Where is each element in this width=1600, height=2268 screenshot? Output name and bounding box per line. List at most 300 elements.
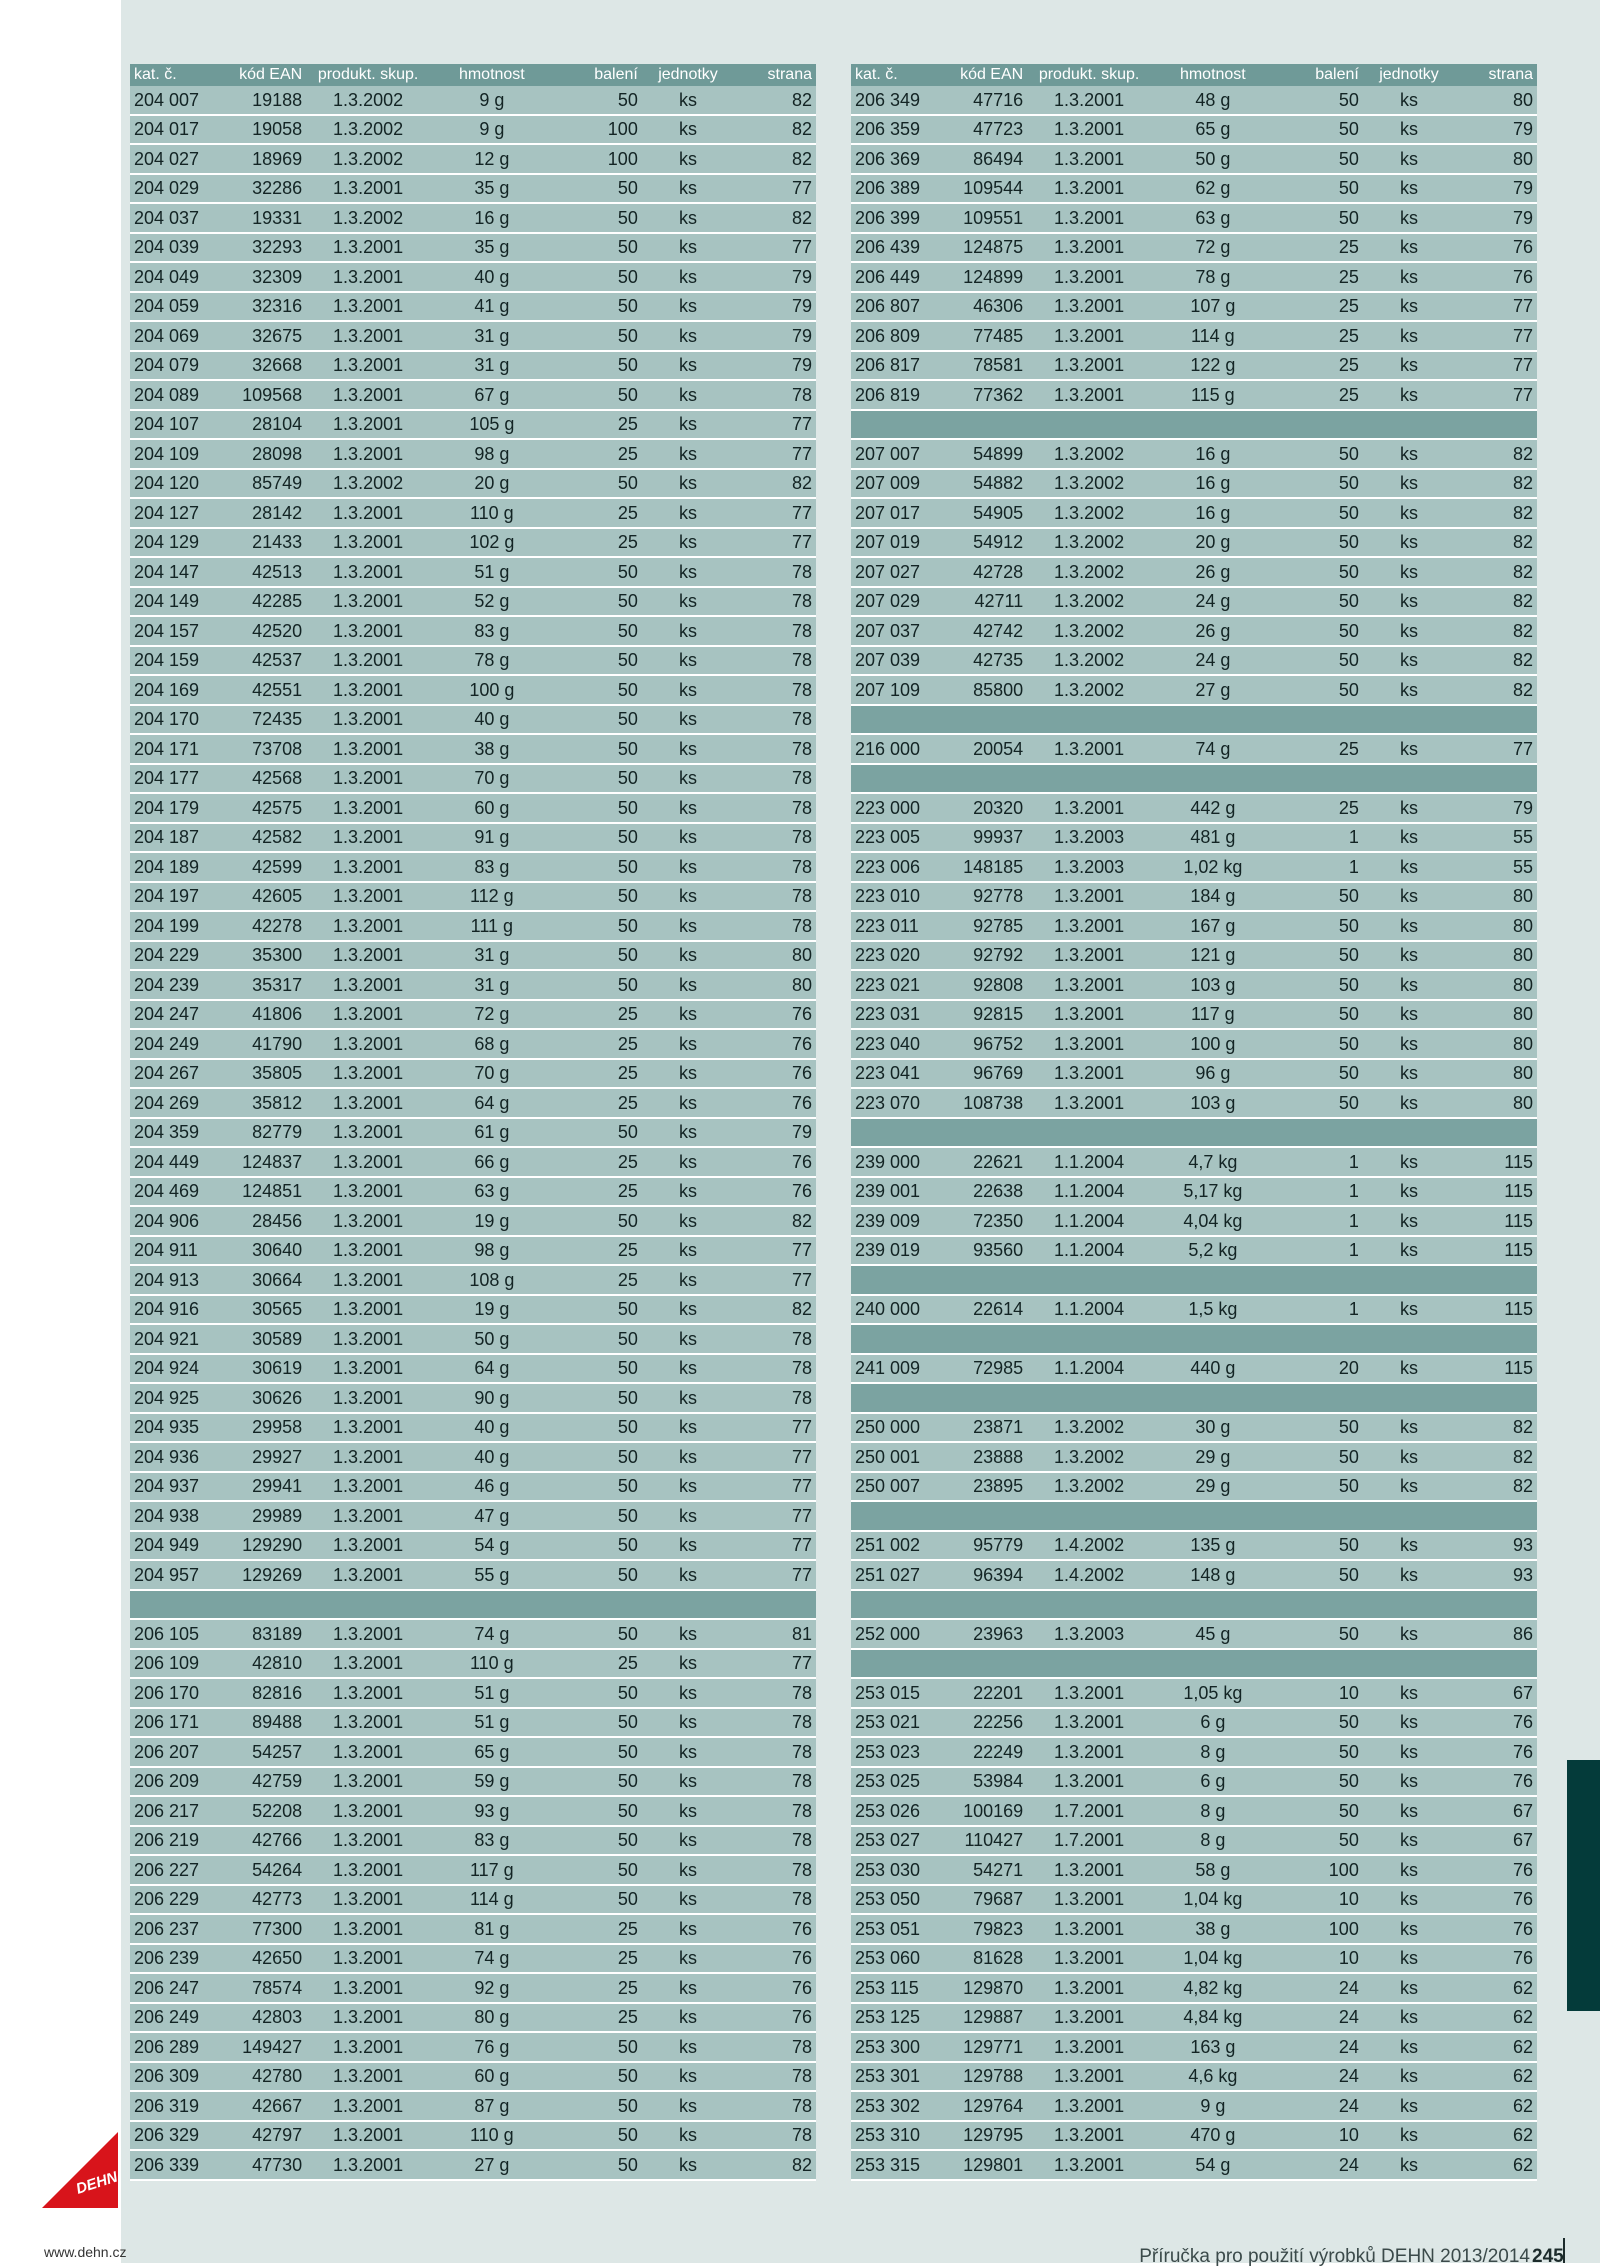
cell-strana: 78	[734, 852, 816, 882]
footer-title: Příručka pro použití výrobků DEHN 2013/2014	[1139, 2246, 1530, 2267]
cell-ean: 47716	[933, 86, 1027, 115]
table-row	[851, 528, 1537, 558]
cell-jednotky: ks	[642, 469, 734, 499]
cell-hmotnost: 1,04 kg	[1151, 1885, 1275, 1915]
cell-ean: 42285	[212, 587, 306, 617]
table-row	[130, 852, 816, 882]
group-separator	[851, 1383, 1537, 1413]
cell-jednotky: ks	[1363, 1560, 1455, 1590]
cell-baleni: 50	[1275, 86, 1363, 115]
table-row	[851, 1855, 1537, 1885]
table-row	[851, 1885, 1537, 1915]
cell-baleni: 50	[554, 233, 642, 263]
cell-strana: 76	[1455, 1767, 1537, 1797]
cell-jednotky: ks	[642, 1796, 734, 1826]
cell-baleni: 25	[554, 1236, 642, 1266]
cell-produkt: 1.3.2001	[306, 1442, 430, 1472]
cell-strana: 76	[734, 1973, 816, 2003]
cell-hmotnost: 122 g	[1151, 351, 1275, 381]
cell-strana: 115	[1455, 1236, 1537, 1266]
cell-ean: 129290	[212, 1531, 306, 1561]
cell-ean: 32675	[212, 321, 306, 351]
table-row	[130, 1177, 816, 1207]
cell-strana: 78	[734, 646, 816, 676]
cell-kat: 250 001	[851, 1442, 933, 1472]
cell-baleni: 50	[1275, 174, 1363, 204]
table-row	[130, 1619, 816, 1649]
table-row	[851, 2091, 1537, 2121]
cell-kat: 204 017	[130, 115, 212, 145]
cell-produkt: 1.3.2001	[306, 1649, 430, 1679]
cell-baleni: 24	[1275, 2032, 1363, 2062]
cell-produkt: 1.3.2001	[1027, 970, 1151, 1000]
cell-strana: 76	[734, 1059, 816, 1089]
cell-strana: 115	[1455, 1206, 1537, 1236]
cell-produkt: 1.3.2001	[306, 2062, 430, 2092]
cell-produkt: 1.3.2001	[306, 882, 430, 912]
cell-ean: 42537	[212, 646, 306, 676]
cell-ean: 92778	[933, 882, 1027, 912]
table-row	[130, 1796, 816, 1826]
cell-hmotnost: 72 g	[1151, 233, 1275, 263]
cell-ean: 42742	[933, 616, 1027, 646]
cell-jednotky: ks	[1363, 1826, 1455, 1856]
cell-kat: 207 027	[851, 557, 933, 587]
cell-baleni: 1	[1275, 1177, 1363, 1207]
table-row	[851, 970, 1537, 1000]
cell-strana: 80	[1455, 941, 1537, 971]
cell-strana: 81	[734, 1619, 816, 1649]
cell-jednotky: ks	[642, 1088, 734, 1118]
cell-strana: 79	[734, 1118, 816, 1148]
cell-strana: 62	[1455, 2150, 1537, 2180]
cell-ean: 54257	[212, 1737, 306, 1767]
cell-ean: 30664	[212, 1265, 306, 1295]
cell-hmotnost: 24 g	[1151, 587, 1275, 617]
cell-jednotky: ks	[642, 380, 734, 410]
cell-hmotnost: 19 g	[430, 1206, 554, 1236]
cell-strana: 82	[1455, 439, 1537, 469]
cell-strana: 76	[734, 1029, 816, 1059]
cell-produkt: 1.3.2001	[306, 528, 430, 558]
cell-baleni: 50	[1275, 882, 1363, 912]
cell-jednotky: ks	[1363, 793, 1455, 823]
cell-hmotnost: 110 g	[430, 2121, 554, 2151]
cell-jednotky: ks	[642, 1442, 734, 1472]
cell-hmotnost: 4,82 kg	[1151, 1973, 1275, 2003]
table-row	[851, 616, 1537, 646]
cell-kat: 206 109	[130, 1649, 212, 1679]
cell-ean: 124875	[933, 233, 1027, 263]
cell-ean: 30626	[212, 1383, 306, 1413]
cell-jednotky: ks	[642, 1767, 734, 1797]
cell-strana: 78	[734, 1354, 816, 1384]
cell-ean: 92792	[933, 941, 1027, 971]
cell-strana: 62	[1455, 2091, 1537, 2121]
table-row	[130, 1708, 816, 1738]
cell-strana: 79	[734, 262, 816, 292]
table-row	[130, 675, 816, 705]
cell-produkt: 1.3.2001	[1027, 1000, 1151, 1030]
cell-produkt: 1.3.2001	[1027, 734, 1151, 764]
cell-produkt: 1.3.2001	[1027, 1708, 1151, 1738]
cell-ean: 42551	[212, 675, 306, 705]
cell-produkt: 1.3.2001	[1027, 351, 1151, 381]
cell-jednotky: ks	[1363, 1000, 1455, 1030]
table-row	[130, 1029, 816, 1059]
cell-ean: 82779	[212, 1118, 306, 1148]
separator-cell	[851, 1118, 1537, 1148]
cell-baleni: 50	[1275, 1413, 1363, 1443]
cell-produkt: 1.3.2001	[306, 1885, 430, 1915]
cell-kat: 223 005	[851, 823, 933, 853]
cell-kat: 253 050	[851, 1885, 933, 1915]
cell-kat: 204 027	[130, 144, 212, 174]
cell-jednotky: ks	[1363, 882, 1455, 912]
cell-jednotky: ks	[642, 2121, 734, 2151]
cell-jednotky: ks	[1363, 2003, 1455, 2033]
cell-ean: 42599	[212, 852, 306, 882]
cell-hmotnost: 64 g	[430, 1354, 554, 1384]
cell-produkt: 1.3.2001	[1027, 2150, 1151, 2180]
cell-produkt: 1.3.2001	[1027, 793, 1151, 823]
cell-hmotnost: 50 g	[1151, 144, 1275, 174]
cell-baleni: 1	[1275, 1295, 1363, 1325]
cell-baleni: 25	[554, 1000, 642, 1030]
cell-kat: 206 319	[130, 2091, 212, 2121]
cell-kat: 204 249	[130, 1029, 212, 1059]
table-row	[851, 1767, 1537, 1797]
cell-jednotky: ks	[1363, 1177, 1455, 1207]
cell-ean: 42582	[212, 823, 306, 853]
cell-hmotnost: 90 g	[430, 1383, 554, 1413]
cell-produkt: 1.3.2001	[306, 675, 430, 705]
cell-baleni: 50	[554, 646, 642, 676]
cell-baleni: 10	[1275, 1944, 1363, 1974]
cell-hmotnost: 9 g	[430, 86, 554, 115]
cell-hmotnost: 74 g	[1151, 734, 1275, 764]
separator-cell	[851, 705, 1537, 735]
cell-jednotky: ks	[1363, 1973, 1455, 2003]
cell-produkt: 1.3.2002	[306, 144, 430, 174]
table-row	[851, 1737, 1537, 1767]
cell-strana: 76	[1455, 1708, 1537, 1738]
cell-baleni: 50	[554, 1206, 642, 1236]
cell-jednotky: ks	[1363, 2032, 1455, 2062]
table-row	[130, 1000, 816, 1030]
cell-ean: 30565	[212, 1295, 306, 1325]
cell-ean: 124899	[933, 262, 1027, 292]
cell-kat: 204 937	[130, 1472, 212, 1502]
cell-jednotky: ks	[642, 498, 734, 528]
cell-kat: 204 049	[130, 262, 212, 292]
cell-ean: 42520	[212, 616, 306, 646]
cell-produkt: 1.3.2001	[1027, 233, 1151, 263]
cell-jednotky: ks	[1363, 675, 1455, 705]
cell-produkt: 1.3.2001	[306, 1029, 430, 1059]
cell-hmotnost: 46 g	[430, 1472, 554, 1502]
cell-baleni: 50	[1275, 911, 1363, 941]
cell-produkt: 1.7.2001	[1027, 1796, 1151, 1826]
cell-kat: 206 309	[130, 2062, 212, 2092]
cell-baleni: 50	[1275, 1619, 1363, 1649]
cell-hmotnost: 121 g	[1151, 941, 1275, 971]
table-row	[130, 1855, 816, 1885]
cell-produkt: 1.3.2001	[1027, 2003, 1151, 2033]
cell-hmotnost: 78 g	[1151, 262, 1275, 292]
table-row	[851, 1560, 1537, 1590]
cell-jednotky: ks	[1363, 1236, 1455, 1266]
cell-ean: 78581	[933, 351, 1027, 381]
cell-jednotky: ks	[1363, 233, 1455, 263]
cell-jednotky: ks	[642, 675, 734, 705]
cell-hmotnost: 108 g	[430, 1265, 554, 1295]
table-row	[851, 2150, 1537, 2180]
cell-produkt: 1.3.2001	[306, 941, 430, 971]
cell-kat: 206 229	[130, 1885, 212, 1915]
cell-baleni: 50	[1275, 1737, 1363, 1767]
table-row	[130, 1737, 816, 1767]
cell-baleni: 25	[554, 1973, 642, 2003]
cell-jednotky: ks	[642, 292, 734, 322]
table-row	[130, 1295, 816, 1325]
cell-baleni: 10	[1275, 1885, 1363, 1915]
cell-strana: 77	[734, 1265, 816, 1295]
cell-jednotky: ks	[642, 852, 734, 882]
cell-hmotnost: 98 g	[430, 1236, 554, 1266]
cell-baleni: 25	[554, 1265, 642, 1295]
cell-strana: 67	[1455, 1678, 1537, 1708]
table-row	[130, 823, 816, 853]
separator-cell	[851, 1383, 1537, 1413]
cell-ean: 85749	[212, 469, 306, 499]
cell-produkt: 1.3.2001	[1027, 321, 1151, 351]
cell-produkt: 1.3.2001	[306, 2032, 430, 2062]
table-row	[851, 1708, 1537, 1738]
table-row	[130, 970, 816, 1000]
cell-hmotnost: 70 g	[430, 764, 554, 794]
cell-ean: 129887	[933, 2003, 1027, 2033]
cell-hmotnost: 98 g	[430, 439, 554, 469]
cell-strana: 82	[734, 1295, 816, 1325]
cell-ean: 29941	[212, 1472, 306, 1502]
cell-ean: 92808	[933, 970, 1027, 1000]
cell-hmotnost: 103 g	[1151, 1088, 1275, 1118]
cell-ean: 109551	[933, 203, 1027, 233]
cell-jednotky: ks	[642, 1413, 734, 1443]
cell-strana: 82	[1455, 675, 1537, 705]
cell-hmotnost: 61 g	[430, 1118, 554, 1148]
cell-ean: 19058	[212, 115, 306, 145]
cell-kat: 253 115	[851, 1973, 933, 2003]
cell-produkt: 1.3.2002	[1027, 439, 1151, 469]
cell-baleni: 20	[1275, 1354, 1363, 1384]
cell-baleni: 50	[554, 557, 642, 587]
cell-hmotnost: 4,84 kg	[1151, 2003, 1275, 2033]
cell-produkt: 1.3.2001	[306, 793, 430, 823]
cell-jednotky: ks	[1363, 1295, 1455, 1325]
cell-hmotnost: 1,04 kg	[1151, 1944, 1275, 1974]
cell-jednotky: ks	[642, 86, 734, 115]
cell-ean: 52208	[212, 1796, 306, 1826]
cell-kat: 253 030	[851, 1855, 933, 1885]
cell-ean: 86494	[933, 144, 1027, 174]
cell-ean: 35300	[212, 941, 306, 971]
cell-strana: 79	[734, 351, 816, 381]
cell-ean: 18969	[212, 144, 306, 174]
table-row	[130, 174, 816, 204]
cell-ean: 42759	[212, 1767, 306, 1797]
cell-kat: 216 000	[851, 734, 933, 764]
cell-strana: 77	[1455, 292, 1537, 322]
cell-baleni: 1	[1275, 1206, 1363, 1236]
cell-kat: 206 819	[851, 380, 933, 410]
header-jednotky: jednotky	[642, 64, 734, 86]
cell-ean: 72985	[933, 1354, 1027, 1384]
cell-hmotnost: 16 g	[1151, 439, 1275, 469]
cell-kat: 204 171	[130, 734, 212, 764]
table-header-row	[851, 64, 1537, 86]
cell-kat: 204 147	[130, 557, 212, 587]
cell-hmotnost: 52 g	[430, 587, 554, 617]
cell-strana: 78	[734, 1708, 816, 1738]
cell-produkt: 1.3.2001	[306, 498, 430, 528]
cell-ean: 108738	[933, 1088, 1027, 1118]
cell-hmotnost: 6 g	[1151, 1767, 1275, 1797]
cell-strana: 82	[734, 2150, 816, 2180]
cell-strana: 78	[734, 2062, 816, 2092]
cell-kat: 206 247	[130, 1973, 212, 2003]
cell-produkt: 1.3.2001	[306, 616, 430, 646]
cell-jednotky: ks	[642, 970, 734, 1000]
cell-hmotnost: 107 g	[1151, 292, 1275, 322]
cell-hmotnost: 1,05 kg	[1151, 1678, 1275, 1708]
cell-kat: 251 027	[851, 1560, 933, 1590]
cell-kat: 239 019	[851, 1236, 933, 1266]
cell-kat: 253 021	[851, 1708, 933, 1738]
cell-jednotky: ks	[642, 1265, 734, 1295]
cell-strana: 55	[1455, 823, 1537, 853]
cell-ean: 54912	[933, 528, 1027, 558]
cell-produkt: 1.3.2001	[306, 1678, 430, 1708]
cell-ean: 22249	[933, 1737, 1027, 1767]
cell-strana: 76	[1455, 1885, 1537, 1915]
cell-kat: 206 389	[851, 174, 933, 204]
header-baleni: balení	[1275, 64, 1363, 86]
cell-jednotky: ks	[1363, 321, 1455, 351]
cell-hmotnost: 16 g	[1151, 498, 1275, 528]
left-margin	[0, 0, 121, 2263]
table-row	[130, 1472, 816, 1502]
cell-ean: 42605	[212, 882, 306, 912]
cell-produkt: 1.3.2002	[1027, 675, 1151, 705]
cell-baleni: 50	[554, 616, 642, 646]
cell-kat: 206 339	[130, 2150, 212, 2180]
cell-hmotnost: 110 g	[430, 1649, 554, 1679]
cell-baleni: 50	[1275, 1472, 1363, 1502]
cell-strana: 78	[734, 1383, 816, 1413]
cell-baleni: 50	[554, 1885, 642, 1915]
cell-hmotnost: 4,04 kg	[1151, 1206, 1275, 1236]
cell-produkt: 1.3.2002	[1027, 1472, 1151, 1502]
cell-kat: 253 027	[851, 1826, 933, 1856]
cell-strana: 82	[1455, 469, 1537, 499]
cell-baleni: 50	[554, 1737, 642, 1767]
cell-kat: 206 227	[130, 1855, 212, 1885]
cell-produkt: 1.3.2001	[306, 1914, 430, 1944]
cell-jednotky: ks	[1363, 911, 1455, 941]
cell-produkt: 1.3.2001	[306, 1472, 430, 1502]
cell-strana: 55	[1455, 852, 1537, 882]
cell-jednotky: ks	[642, 1619, 734, 1649]
cell-jednotky: ks	[642, 1206, 734, 1236]
cell-ean: 41806	[212, 1000, 306, 1030]
cell-ean: 22638	[933, 1177, 1027, 1207]
cell-ean: 42728	[933, 557, 1027, 587]
table-row	[851, 1944, 1537, 1974]
cell-baleni: 50	[554, 1324, 642, 1354]
cell-baleni: 50	[554, 2150, 642, 2180]
cell-produkt: 1.3.2001	[306, 557, 430, 587]
cell-kat: 223 020	[851, 941, 933, 971]
cell-kat: 253 300	[851, 2032, 933, 2062]
cell-kat: 204 059	[130, 292, 212, 322]
cell-strana: 78	[734, 2091, 816, 2121]
cell-jednotky: ks	[642, 1914, 734, 1944]
table-row	[851, 469, 1537, 499]
cell-strana: 76	[734, 1088, 816, 1118]
cell-kat: 250 007	[851, 1472, 933, 1502]
cell-kat: 206 217	[130, 1796, 212, 1826]
cell-produkt: 1.3.2001	[1027, 380, 1151, 410]
table-body-right	[851, 86, 1537, 2180]
table-row	[851, 2032, 1537, 2062]
cell-produkt: 1.3.2001	[306, 1855, 430, 1885]
cell-baleni: 50	[554, 2091, 642, 2121]
cell-hmotnost: 26 g	[1151, 616, 1275, 646]
cell-baleni: 50	[554, 1472, 642, 1502]
cell-produkt: 1.3.2001	[1027, 1855, 1151, 1885]
cell-ean: 20054	[933, 734, 1027, 764]
cell-strana: 78	[734, 675, 816, 705]
cell-kat: 204 949	[130, 1531, 212, 1561]
cell-produkt: 1.3.2001	[306, 262, 430, 292]
cell-baleni: 50	[554, 793, 642, 823]
cell-baleni: 50	[554, 1295, 642, 1325]
cell-hmotnost: 26 g	[1151, 557, 1275, 587]
table-row	[130, 380, 816, 410]
cell-strana: 78	[734, 380, 816, 410]
cell-baleni: 50	[1275, 1826, 1363, 1856]
cell-hmotnost: 54 g	[430, 1531, 554, 1561]
cell-ean: 30589	[212, 1324, 306, 1354]
cell-jednotky: ks	[1363, 351, 1455, 381]
cell-ean: 47730	[212, 2150, 306, 2180]
logo-text: DEHN	[73, 2168, 120, 2198]
cell-ean: 42278	[212, 911, 306, 941]
cell-kat: 204 449	[130, 1147, 212, 1177]
cell-strana: 77	[734, 1413, 816, 1443]
table-row	[851, 911, 1537, 941]
cell-hmotnost: 24 g	[1151, 646, 1275, 676]
cell-produkt: 1.3.2001	[1027, 115, 1151, 145]
cell-ean: 28142	[212, 498, 306, 528]
cell-jednotky: ks	[1363, 1678, 1455, 1708]
cell-ean: 28104	[212, 410, 306, 440]
cell-jednotky: ks	[642, 1678, 734, 1708]
cell-ean: 20320	[933, 793, 1027, 823]
cell-strana: 115	[1455, 1354, 1537, 1384]
